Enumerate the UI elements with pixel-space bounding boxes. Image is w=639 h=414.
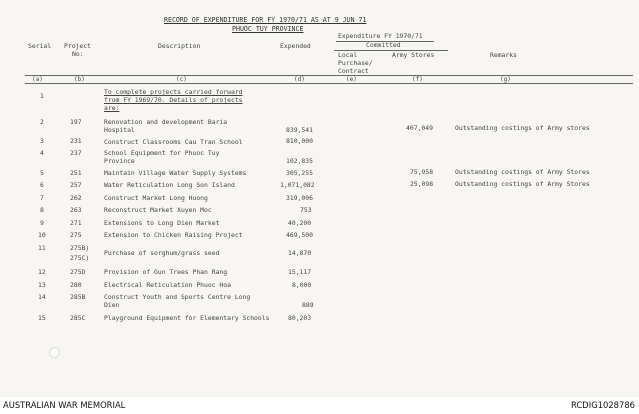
table-row-project: 275C) bbox=[70, 254, 90, 262]
table-row-description: School Equipment for Phuoc Tuy bbox=[104, 149, 220, 157]
table-row-expended: 1,071,082 bbox=[280, 181, 315, 189]
table-row-project: 251 bbox=[70, 169, 82, 177]
header-remarks: Remarks bbox=[490, 51, 517, 59]
table-row-project: 275D bbox=[70, 268, 86, 276]
table-row-description: Dien bbox=[104, 301, 120, 309]
table-row-project: 237 bbox=[70, 149, 82, 157]
intro-serial: 1 bbox=[40, 92, 44, 100]
column-letter-rule bbox=[25, 83, 633, 84]
table-row-serial: 15 bbox=[38, 314, 46, 322]
header-description: Description bbox=[158, 42, 201, 50]
table-row-remarks: Outstanding costings of Army Stores bbox=[455, 180, 590, 188]
table-row-description: Playground Equipment for Elementary Schools bbox=[104, 314, 270, 322]
column-letter-b: (b) bbox=[74, 76, 85, 83]
table-row-expended: 8,000 bbox=[292, 281, 312, 289]
header-committed: Committed bbox=[366, 41, 401, 49]
table-row-expended: 14,870 bbox=[288, 249, 312, 257]
table-row-description: Provision of Gun Trees Phan Rang bbox=[104, 268, 228, 276]
table-row-serial: 11 bbox=[38, 244, 46, 252]
table-row-description: Renovation and development Baria bbox=[104, 118, 228, 126]
intro-text: from FY 1969/70. Details of projects bbox=[104, 96, 243, 104]
header-local-purchase: Purchase/ bbox=[338, 59, 373, 67]
table-row-description: Purchase of sorghum/grass seed bbox=[104, 249, 220, 257]
table-row-serial: 8 bbox=[40, 206, 44, 214]
table-row-serial: 10 bbox=[38, 231, 46, 239]
table-row-expended: 753 bbox=[300, 206, 312, 214]
table-row-project: 285B bbox=[70, 293, 86, 301]
table-row-description: Construct Classrooms Cau Tran School bbox=[104, 138, 243, 146]
table-row-description: Construct Youth and Sports Centre Long bbox=[104, 293, 251, 301]
table-row-description: Hospital bbox=[104, 126, 135, 134]
table-row-project: 262 bbox=[70, 194, 82, 202]
table-row-expended: 469,500 bbox=[286, 231, 313, 239]
table-row-serial: 4 bbox=[40, 149, 44, 157]
table-row-description: Province bbox=[104, 157, 135, 165]
table-row-project: 231 bbox=[70, 137, 82, 145]
header-army-stores: Army Stores bbox=[392, 51, 435, 59]
intro-text: To complete projects carried forward bbox=[104, 88, 243, 96]
column-letter-c: (c) bbox=[176, 76, 187, 83]
table-row-expended: 839,541 bbox=[286, 126, 313, 134]
header-serial: Serial bbox=[28, 42, 52, 50]
header-local-purchase: Contract bbox=[338, 67, 369, 75]
column-letter-a: (a) bbox=[32, 76, 43, 83]
table-row-expended: 80,203 bbox=[288, 314, 312, 322]
table-row-serial: 14 bbox=[38, 293, 46, 301]
table-row-army-stores: 407,049 bbox=[406, 124, 433, 132]
table-row-expended: 305,255 bbox=[286, 169, 313, 177]
table-row-army-stores: 25,098 bbox=[410, 180, 434, 188]
intro-text: are: bbox=[104, 104, 120, 112]
table-row-project: 275B) bbox=[70, 244, 90, 252]
table-row-project: 271 bbox=[70, 219, 82, 227]
table-row-description: Reconstruct Market Xuyen Moc bbox=[104, 206, 212, 214]
table-row-serial: 2 bbox=[40, 118, 44, 126]
header-expenditure-fy: Expenditure FY 1970/71 bbox=[338, 32, 423, 40]
document-subtitle: PHUOC TUY PROVINCE bbox=[232, 25, 304, 33]
table-row-serial: 9 bbox=[40, 219, 44, 227]
table-row-serial: 13 bbox=[38, 281, 46, 289]
table-row-expended: 810,000 bbox=[286, 137, 313, 145]
table-row-remarks: Outstanding costings of Army Stores bbox=[455, 168, 590, 176]
table-row-description: Extension to Chicken Raising Project bbox=[104, 231, 243, 239]
header-local-purchase: Local bbox=[338, 51, 358, 59]
table-row-army-stores: 75,958 bbox=[410, 168, 434, 176]
table-row-remarks: Outstanding costings of Army stores bbox=[455, 124, 590, 132]
header-project: Project bbox=[64, 42, 91, 50]
table-row-description: Extensions to Long Dien Market bbox=[104, 219, 220, 227]
table-row-expended: 889 bbox=[302, 301, 314, 309]
table-row-project: 263 bbox=[70, 206, 82, 214]
column-letter-f: (f) bbox=[412, 76, 423, 83]
header-project-no: No: bbox=[72, 50, 84, 58]
column-letter-rule bbox=[25, 75, 633, 76]
column-letter-e: (e) bbox=[346, 76, 357, 83]
table-row-expended: 102,835 bbox=[286, 157, 313, 165]
table-row-description: Electrical Reticulation Phuoc Hoa bbox=[104, 281, 231, 289]
table-row-expended: 319,006 bbox=[286, 194, 313, 202]
header-expended: Expended bbox=[280, 42, 311, 50]
table-row-description: Construct Market Long Huong bbox=[104, 194, 208, 202]
table-row-project: 280 bbox=[70, 281, 82, 289]
document-title: RECORD OF EXPENDITURE FOR FY 1970/71 AS AT 9 JUN 71 bbox=[164, 16, 367, 24]
table-row-description: Water Reticulation Long Son Island bbox=[104, 181, 235, 189]
table-row-expended: 15,117 bbox=[288, 268, 312, 276]
footer-archive-name: AUSTRALIAN WAR MEMORIAL bbox=[3, 400, 126, 410]
table-row-project: 275 bbox=[70, 231, 82, 239]
table-row-project: 285C bbox=[70, 314, 86, 322]
footer-record-id: RCDIG1028786 bbox=[571, 400, 635, 410]
column-letter-g: (g) bbox=[500, 76, 511, 83]
table-row-serial: 12 bbox=[38, 268, 46, 276]
punch-hole bbox=[49, 347, 60, 358]
table-row-serial: 6 bbox=[40, 181, 44, 189]
column-letter-d: (d) bbox=[294, 76, 305, 83]
table-row-project: 257 bbox=[70, 181, 82, 189]
table-row-serial: 7 bbox=[40, 194, 44, 202]
table-row-description: Maintain Village Water Supply Systems bbox=[104, 169, 247, 177]
table-row-serial: 5 bbox=[40, 169, 44, 177]
table-row-serial: 3 bbox=[40, 137, 44, 145]
table-row-project: 197 bbox=[70, 118, 82, 126]
table-row-expended: 40,200 bbox=[288, 219, 312, 227]
